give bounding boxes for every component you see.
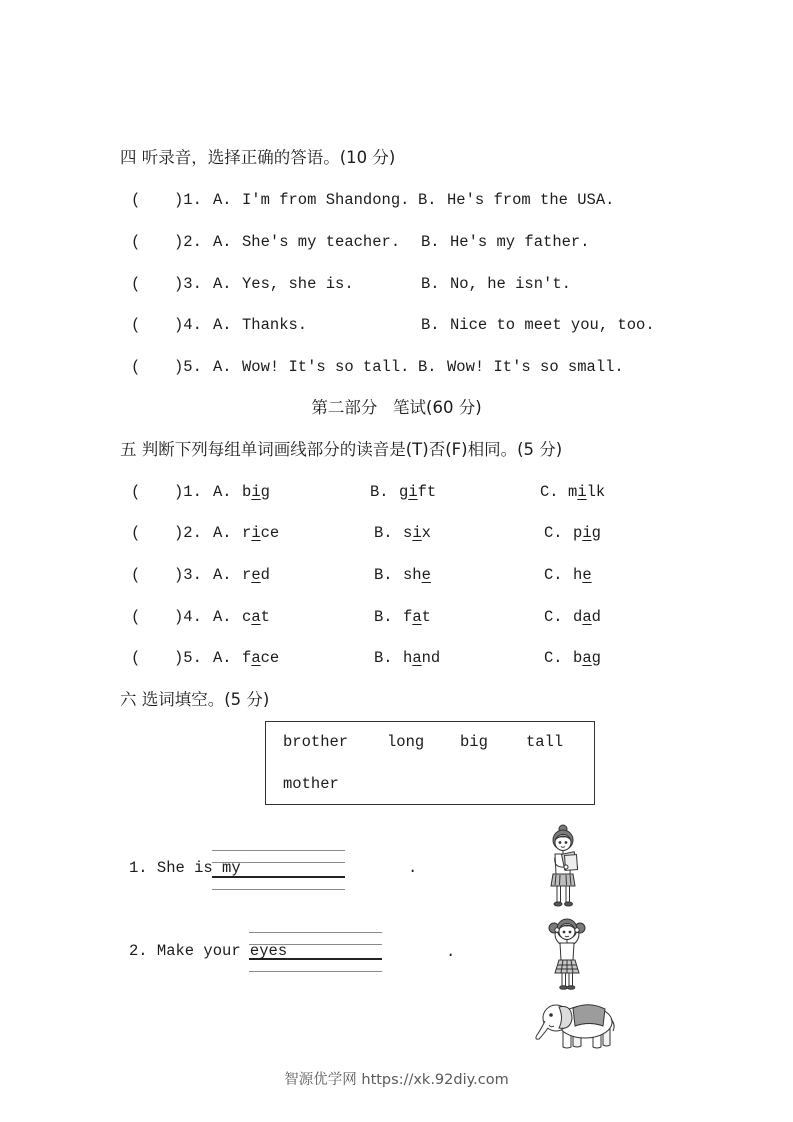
word-suffix: d (591, 608, 601, 626)
option-c-word (573, 566, 592, 584)
face (559, 924, 575, 940)
item-number: )1. (174, 191, 202, 209)
option-b-text: He's my father. (450, 233, 590, 251)
option-b-label: B. (421, 316, 440, 334)
answer-blank-open: ( (131, 649, 141, 667)
item-number: )2. (174, 233, 202, 251)
writing-line (249, 932, 382, 933)
option-b-label: B. (421, 233, 440, 251)
option-b-label: B. (374, 566, 393, 584)
underlined-letters: a (251, 608, 261, 626)
underlined-letters: e (421, 566, 431, 584)
underlined-letters: a (412, 608, 422, 626)
word-prefix: r (242, 566, 252, 584)
item-number: )2. (174, 524, 202, 542)
listening-item (0, 191, 793, 209)
underlined-letters: a (582, 608, 592, 626)
option-c-label: C. (544, 566, 563, 584)
word-bank-word: big (460, 733, 488, 751)
option-b-label: B. (374, 608, 393, 626)
legs (554, 886, 573, 906)
footer-watermark: 智源优学网 https://xk.92diy.com (284, 1072, 509, 1088)
word-prefix: b (573, 649, 583, 667)
fill-in-prompt: 1. She is my (129, 859, 241, 877)
underlined-letters: e (251, 566, 261, 584)
listening-item (0, 316, 793, 334)
answer-blank-open: ( (131, 275, 141, 293)
word-suffix: ft (417, 483, 437, 501)
listening-item (0, 358, 793, 376)
phonics-item (0, 649, 793, 667)
option-c-word (573, 524, 601, 542)
writing-line (249, 971, 382, 972)
underlined-letters: a (251, 649, 261, 667)
option-c-label: C. (540, 483, 559, 501)
word-suffix: t (260, 608, 270, 626)
option-b-text: Wow! It's so small. (447, 358, 624, 376)
option-a-text: Thanks. (242, 316, 308, 334)
word-suffix: t (421, 608, 431, 626)
word-suffix: g (591, 524, 601, 542)
word-suffix: x (421, 524, 431, 542)
listening-item (0, 233, 793, 251)
option-a-label: A. (213, 233, 232, 251)
answer-blank-open: ( (131, 524, 141, 542)
option-a-text: Wow! It's so tall. (242, 358, 410, 376)
word-prefix: d (573, 608, 583, 626)
option-a-label: A. (213, 191, 232, 209)
option-b-word (403, 608, 431, 626)
phonics-item (0, 524, 793, 542)
option-b-label: B. (421, 275, 440, 293)
underlined-letters: e (582, 566, 592, 584)
phonics-section-heading: 五 判断下列每组单词画线部分的读音是(T)否(F)相同。(5 分) (120, 440, 563, 459)
phonics-item (0, 483, 793, 501)
option-b-word (403, 524, 431, 542)
girl-holding-books-illustration (540, 824, 590, 910)
option-b-text: Nice to meet you, too. (450, 316, 655, 334)
underlined-letters: a (582, 649, 592, 667)
option-b-text: No, he isn't. (450, 275, 571, 293)
legs (560, 973, 575, 989)
underlined-letters: i (251, 524, 261, 542)
word-prefix: f (242, 649, 252, 667)
option-c-label: C. (544, 608, 563, 626)
option-a-word (242, 524, 279, 542)
answer-blank-open: ( (131, 566, 141, 584)
word-prefix: g (399, 483, 409, 501)
option-b-label: B. (374, 649, 393, 667)
word-prefix: p (573, 524, 583, 542)
listening-item (0, 275, 793, 293)
option-a-word (242, 483, 270, 501)
word-bank-word: brother (283, 733, 349, 751)
word-prefix: h (403, 649, 413, 667)
girl-touching-hair-illustration (545, 916, 591, 992)
option-a-label: A. (213, 608, 232, 626)
option-b-label: B. (418, 191, 437, 209)
fill-in-prompt: 2. Make your eyes (129, 942, 288, 960)
answer-blank-open: ( (131, 358, 141, 376)
underlined-letters: i (408, 483, 418, 501)
option-c-word (573, 649, 601, 667)
word-prefix: f (403, 608, 413, 626)
option-a-label: A. (213, 358, 232, 376)
option-b-word (403, 566, 431, 584)
word-prefix: r (242, 524, 252, 542)
sentence-period: . (408, 859, 418, 877)
option-c-label: C. (544, 524, 563, 542)
phonics-item (0, 608, 793, 626)
option-a-word (242, 649, 279, 667)
option-b-text: He's from the USA. (447, 191, 615, 209)
underlined-letters: i (582, 524, 592, 542)
word-bank-word: long (387, 733, 425, 751)
part-two-heading: 第二部分 笔试(60 分) (311, 398, 482, 417)
elephant-illustration (533, 995, 617, 1053)
option-a-text: Yes, she is. (242, 275, 354, 293)
word-prefix: c (242, 608, 252, 626)
underlined-letters: i (577, 483, 587, 501)
option-a-word (242, 566, 270, 584)
option-b-label: B. (418, 358, 437, 376)
option-a-label: A. (213, 316, 232, 334)
underlined-letters: i (251, 483, 261, 501)
answer-blank-open: ( (131, 608, 141, 626)
sentence-period: . (446, 943, 456, 961)
word-suffix: nd (421, 649, 441, 667)
option-a-text: She's my teacher. (242, 233, 401, 251)
face (555, 835, 571, 851)
option-b-word (399, 483, 436, 501)
word-bank-word: tall (526, 733, 564, 751)
option-a-text: I'm from Shandong. (242, 191, 410, 209)
word-suffix: lk (586, 483, 606, 501)
writing-line (212, 889, 345, 890)
word-suffix: d (260, 566, 270, 584)
option-b-label: B. (374, 524, 393, 542)
word-prefix: sh (403, 566, 422, 584)
word-prefix: h (573, 566, 583, 584)
underlined-letters: a (412, 649, 422, 667)
fill-in-section-heading: 六 选词填空。(5 分) (120, 690, 270, 709)
word-suffix: ce (260, 524, 280, 542)
option-c-word (568, 483, 605, 501)
option-a-word (242, 608, 270, 626)
word-prefix: m (568, 483, 578, 501)
word-suffix: ce (260, 649, 280, 667)
phonics-item (0, 566, 793, 584)
option-a-label: A. (213, 566, 232, 584)
option-a-label: A. (213, 483, 232, 501)
item-number: )3. (174, 275, 202, 293)
word-suffix: g (591, 649, 601, 667)
writing-line (212, 850, 345, 851)
underlined-letters: i (412, 524, 422, 542)
word-bank-word: mother (283, 775, 339, 793)
item-number: )3. (174, 566, 202, 584)
word-suffix: g (260, 483, 270, 501)
option-c-label: C. (544, 649, 563, 667)
option-a-label: A. (213, 524, 232, 542)
option-a-label: A. (213, 275, 232, 293)
option-b-word (403, 649, 440, 667)
answer-blank-open: ( (131, 483, 141, 501)
item-number: )4. (174, 316, 202, 334)
item-number: )1. (174, 483, 202, 501)
item-number: )5. (174, 358, 202, 376)
item-number: )5. (174, 649, 202, 667)
answer-blank-open: ( (131, 191, 141, 209)
listening-section-heading: 四 听录音，选择正确的答语。(10 分) (120, 148, 396, 167)
word-prefix: s (403, 524, 413, 542)
option-c-word (573, 608, 601, 626)
body (555, 940, 579, 974)
answer-blank-open: ( (131, 233, 141, 251)
answer-blank-open: ( (131, 316, 141, 334)
option-b-label: B. (370, 483, 389, 501)
option-a-label: A. (213, 649, 232, 667)
word-prefix: b (242, 483, 252, 501)
item-number: )4. (174, 608, 202, 626)
